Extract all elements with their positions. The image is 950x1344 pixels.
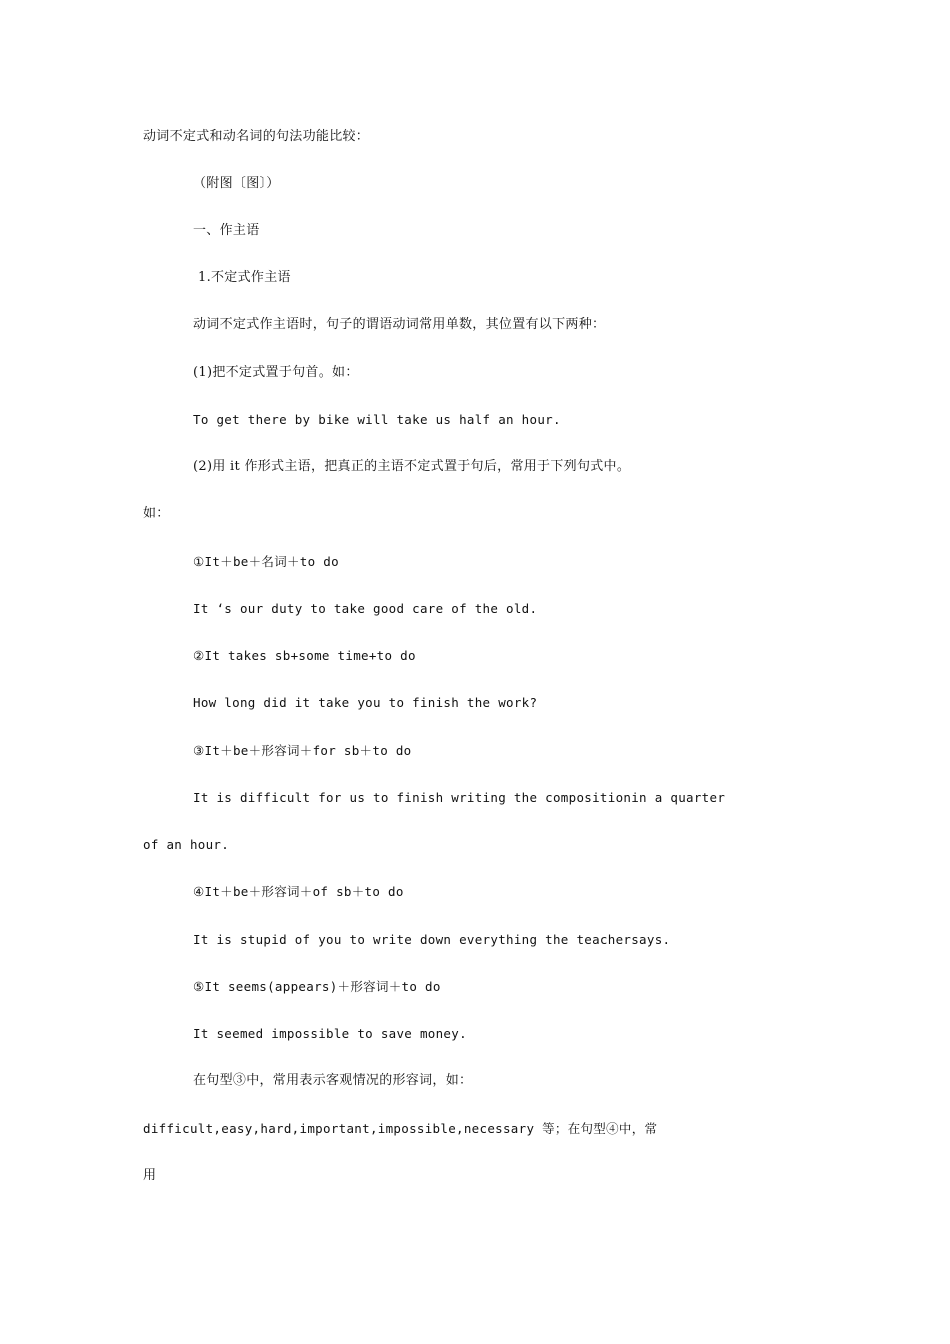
example-sentence: To get there by bike will take us half an hour. <box>193 412 561 427</box>
pattern-4-example: It is stupid of you to write down everything the teachersays. <box>193 932 671 947</box>
case-2-continuation: 如： <box>143 506 170 521</box>
pattern-4: ④It＋be＋形容词＋of sb＋to do <box>193 884 404 899</box>
pattern-3: ③It＋be＋形容词＋for sb＋to do <box>193 743 412 758</box>
note-paragraph: 在句型③中，常用表示客观情况的形容词，如： <box>193 1073 473 1088</box>
pattern-2: ②It takes sb+some time+to do <box>193 648 416 663</box>
subsection-heading: 1.不定式作主语 <box>198 270 291 285</box>
pattern-2-example: How long did it take you to finish the work? <box>193 695 538 710</box>
note-paragraph-end: 用 <box>143 1168 157 1183</box>
pattern-1-example: It ‘s our duty to take good care of the old. <box>193 601 538 616</box>
pattern-1: ①It＋be＋名词＋to do <box>193 554 339 569</box>
pattern-5: ⑤It seems(appears)＋形容词＋to do <box>193 979 441 994</box>
pattern-5-example: It seemed impossible to save money. <box>193 1026 467 1041</box>
pattern-3-example: It is difficult for us to finish writing the compositionin a quarter <box>193 790 726 805</box>
intro-paragraph: 动词不定式作主语时，句子的谓语动词常用单数，其位置有以下两种： <box>193 317 606 332</box>
figure-note: （附图〔图〕） <box>193 176 280 191</box>
document-title: 动词不定式和动名词的句法功能比较： <box>143 129 370 144</box>
note-paragraph-continuation: difficult,easy,hard,important,impossible,necessary 等；在句型④中，常 <box>143 1121 658 1136</box>
case-1-text: (1)把不定式置于句首。如： <box>193 365 359 380</box>
pattern-3-example-continuation: of an hour. <box>143 837 230 852</box>
case-2-text: (2)用 it 作形式主语，把真正的主语不定式置于句后，常用于下列句式中。 <box>193 459 631 474</box>
section-heading: 一、作主语 <box>193 223 260 238</box>
